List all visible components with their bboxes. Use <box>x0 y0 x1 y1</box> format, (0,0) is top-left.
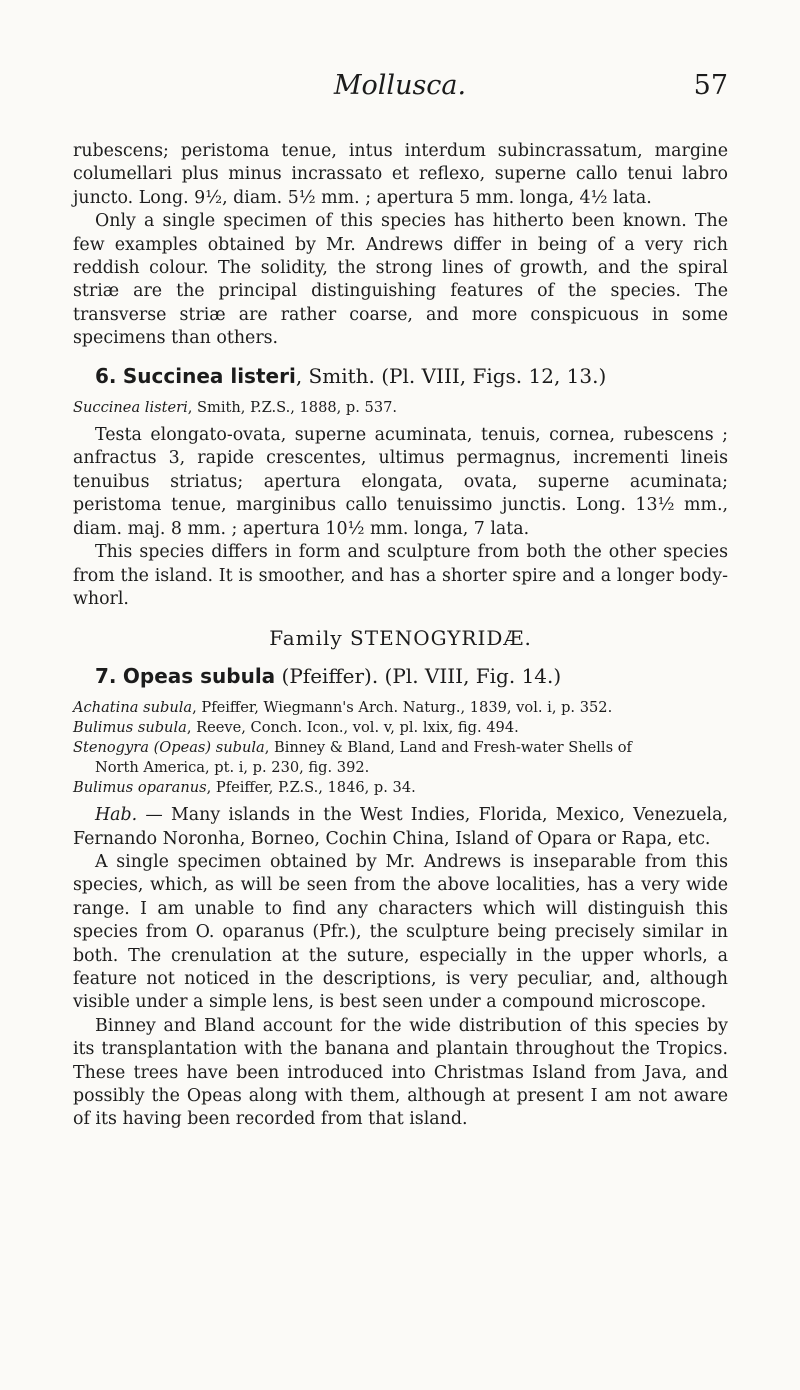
family-heading: Family STENOGYRIDÆ. <box>269 626 532 651</box>
species-authority: (Pfeiffer). (Pl. VIII, Fig. 14.) <box>275 663 562 688</box>
habitat-text: — Many islands in the West Indies, Florida, Mexico, Venezuela, Fernando Noronha, Borneo, Cochin China, Island of Opara or Rapa, etc. <box>73 805 728 849</box>
synonym-line <box>73 398 728 418</box>
latin-line-2: margine columellari plus minus incrassato et reflexo, superne <box>73 141 728 185</box>
latin-line-1: rubescens; peristoma tenue, intus interdum subincrassatum, <box>73 141 643 161</box>
running-head <box>0 70 800 110</box>
latin-line-4: longa, 4½ lata. <box>519 187 652 208</box>
species-number: 7. <box>95 663 117 688</box>
synonym-name: Bulimus oparanus <box>73 779 207 797</box>
species-name: Opeas subula <box>122 663 276 688</box>
latin-line-3: callo tenui labro juncto. Long. 9½, diam. 5½ mm. ; apertura 5 mm. <box>73 164 728 208</box>
synonym-line <box>73 738 728 758</box>
synonym-line <box>73 698 728 718</box>
paragraph-single-specimen: Only a single specimen of this species has hitherto been known. The few examples obtained by Mr. Andrews differ in being of a very rich reddish colour. The solidity, the strong lines of growth, and the spiral striæ are the principal distinguishing features of the species. The transverse striæ are rather coarse, and more conspicuous in some specimens than others. <box>73 211 728 349</box>
species-remark: This species differs in form and sculpture from both the other species from the island. It is smoother, and has a shorter spire and a longer body-whorl. <box>73 542 728 609</box>
species-name: Succinea listeri <box>122 363 296 388</box>
synonym-name: Achatina subula <box>73 699 193 717</box>
page-number: 57 <box>693 70 728 101</box>
text-body <box>73 140 728 1132</box>
habitat-label: Hab. <box>95 805 138 826</box>
synonym-name: Stenogyra (Opeas) subula <box>73 739 265 757</box>
species-number: 6. <box>95 363 117 388</box>
species-heading-7 <box>73 665 728 688</box>
synonym-reference: , Binney & Bland, Land and Fresh-water Shells of <box>264 739 632 757</box>
synonym-line <box>73 778 728 798</box>
species-authority: , Smith. (Pl. VIII, Figs. 12, 13.) <box>295 363 607 388</box>
synonym-reference: , Pfeiffer, Wiegmann's Arch. Naturg., 1839, vol. i, p. 352. <box>192 699 613 717</box>
running-title: Mollusca. <box>333 70 467 101</box>
habitat-paragraph <box>73 804 728 851</box>
synonym-line-continued: North America, pt. i, p. 230, fig. 392. <box>95 759 370 777</box>
species-heading-6 <box>73 365 728 388</box>
synonym-line <box>73 718 728 738</box>
latin-continuation <box>73 140 728 210</box>
synonym-name: Bulimus subula <box>73 719 187 737</box>
latin-description: Testa elongato-ovata, superne acuminata, tenuis, cornea, rubescens ; anfractus 3, rapide crescentes, ultimus permagnus, incrementi lineis tenuibus striatus; apertura elongata, ovata, superne acuminata; peristoma tenue, marginibus callo tenuissimo junctis. Long. 13½ mm., diam. maj. 8 mm. ; apertura 10½ mm. longa, 7 lata. <box>73 425 728 539</box>
synonym-name: Succinea listeri <box>73 399 188 417</box>
discussion-paragraph: A single specimen obtained by Mr. Andrews is inseparable from this species, which, as will be seen from the above localities, has a very wide range. I am unable to find any characters which will distinguish this species from O. oparanus (Pfr.), the sculpture being precisely similar in both. The crenulation at the suture, especially in the upper whorls, a feature not noticed in the descriptions, is very peculiar, and, although visible under a simple lens, is best seen under a compound microscope. <box>73 851 728 1013</box>
distribution-paragraph: Binney and Bland account for the wide distribution of this species by its transplantation with the banana and plantain throughout the Tropics. These trees have been introduced into Christmas Island from Java, and possibly the Opeas along with them, although at present I am not aware of its having been recorded from that island. <box>73 1015 728 1130</box>
synonym-reference: , Pfeiffer, P.Z.S., 1846, p. 34. <box>206 779 416 797</box>
synonym-reference: , Smith, P.Z.S., 1888, p. 537. <box>187 399 398 417</box>
synonym-reference: , Reeve, Conch. Icon., vol. v, pl. lxix, fig. 494. <box>186 719 519 737</box>
